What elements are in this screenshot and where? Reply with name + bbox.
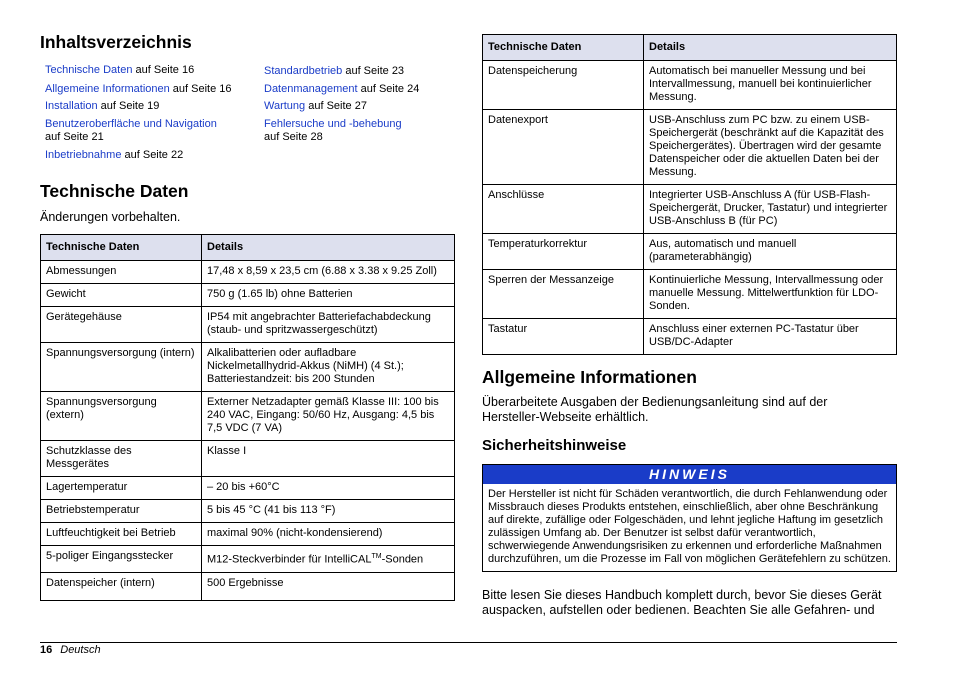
toc-entry <box>264 83 419 96</box>
column-header: Details <box>202 235 455 261</box>
spec-label: Gerätegehäuse <box>41 307 202 343</box>
column-header: Technische Daten <box>483 35 644 61</box>
table-row <box>483 270 897 319</box>
toc-entry <box>264 65 404 78</box>
spec-label: Luftfeuchtigkeit bei Betrieb <box>41 523 202 546</box>
notice-text: Der Hersteller ist nicht für Schäden verantwortlich, die durch Fehlanwendung oder Missbrauch dieses Produkts entstehen, einschließlich, aber ohne Beschränkung auf direkte, zufällige oder Folgeschäden, und lehnt jegliche Haftung im gesetzlich zulässigen Umfang ab. Der Benutzer ist selbst dafür verantwortlich, schwerwiegende Anwendungsrisiken zu erkennen und erforderliche Maßnahmen durchzuführen, um die Prozesse im Fall von möglichen Gerätefehlern zu schützen. <box>488 488 891 565</box>
spec-value <box>202 546 455 573</box>
toc-link[interactable]: Standardbetrieb <box>264 65 343 77</box>
table-header-row <box>483 35 897 61</box>
spec-value: IP54 mit angebrachter Batteriefachabdeckung (staub- und spritzwassergeschützt) <box>202 307 455 343</box>
spec-label: Anschlüsse <box>483 185 644 234</box>
toc-entry <box>45 149 183 162</box>
toc-link[interactable]: Allgemeine Informationen <box>45 83 170 95</box>
toc-entry <box>45 83 232 96</box>
spec-label: Datenspeicherung <box>483 61 644 110</box>
table-row <box>41 572 455 600</box>
spec-value: Kontinuierliche Messung, Intervallmessung oder manuelle Messung. Mittelwertfunktion für LDO-Sonden. <box>644 270 897 319</box>
toc-link[interactable]: Inbetriebnahme <box>45 149 122 161</box>
spec-label: Abmessungen <box>41 261 202 284</box>
toc-page-ref: auf Seite 28 <box>264 131 323 143</box>
connector-text: M12-Steckverbinder für IntelliCAL <box>207 553 372 566</box>
spec-value: USB-Anschluss zum PC bzw. zu einem USB-Speichergerät (beschränkt auf die Kapazität des Speichergerätes). Übertragen wird der gesamte Datenspeicher oder die aktuellen Daten bei der Messung. <box>644 110 897 185</box>
connector-suffix: -Sonden <box>381 553 424 566</box>
page-footer <box>40 643 101 657</box>
toc-entry <box>264 100 367 113</box>
table-row <box>483 61 897 110</box>
toc-link[interactable]: Benutzeroberfläche und Navigation <box>45 118 217 130</box>
footer-divider <box>40 642 897 643</box>
table-row <box>483 319 897 355</box>
table-row <box>41 523 455 546</box>
notice-box <box>482 464 897 572</box>
spec-label: Spannungsversorgung (intern) <box>41 343 202 392</box>
spec-label: Betriebstemperatur <box>41 500 202 523</box>
spec-label: Temperaturkorrektur <box>483 234 644 270</box>
spec-label: Datenspeicher (intern) <box>41 572 202 600</box>
toc-page-ref: auf Seite 16 <box>169 83 232 95</box>
table-row <box>483 185 897 234</box>
column-header: Technische Daten <box>41 235 202 261</box>
toc-page-ref: auf Seite 16 <box>132 64 195 76</box>
tech-note: Änderungen vorbehalten. <box>40 210 181 224</box>
spec-value: 17,48 x 8,59 x 23,5 cm (6.88 x 3.38 x 9.25 Zoll) <box>202 261 455 284</box>
spec-label: Schutzklasse des Messgerätes <box>41 441 202 477</box>
safety-heading: Sicherheitshinweise <box>482 437 627 454</box>
toc-entry <box>264 118 454 144</box>
trademark-mark: TM <box>371 553 382 560</box>
table-row <box>41 284 455 307</box>
safety-text: Bitte lesen Sie dieses Handbuch komplett durch, bevor Sie dieses Gerät auspacken, aufstellen oder bedienen. Beachten Sie alle Gefahren- und <box>482 588 882 617</box>
toc-heading: Inhaltsverzeichnis <box>40 32 192 52</box>
table-row <box>483 110 897 185</box>
spec-label: Tastatur <box>483 319 644 355</box>
notice-label: HINWEIS <box>483 465 896 484</box>
table-row <box>41 261 455 284</box>
toc-page-ref: auf Seite 24 <box>357 83 420 95</box>
spec-label: Lagertemperatur <box>41 477 202 500</box>
table-row <box>41 546 455 573</box>
spec-table-continued <box>482 34 897 355</box>
general-heading: Allgemeine Informationen <box>482 367 697 387</box>
table-row <box>41 500 455 523</box>
toc-link[interactable]: Technische Daten <box>45 64 133 76</box>
toc-link[interactable]: Wartung <box>264 100 306 112</box>
spec-value: Externer Netzadapter gemäß Klasse III: 100 bis 240 VAC, Eingang: 50/60 Hz, Ausgang: 4,5 bis 7,5 VDC (7 VA) <box>202 392 455 441</box>
spec-value: Anschluss einer externen PC-Tastatur über USB/DC-Adapter <box>644 319 897 355</box>
column-header: Details <box>644 35 897 61</box>
toc-entry <box>45 118 245 144</box>
table-row <box>41 477 455 500</box>
spec-label: Gewicht <box>41 284 202 307</box>
spec-label: Sperren der Messanzeige <box>483 270 644 319</box>
table-row <box>41 392 455 441</box>
page-number: 16 <box>40 644 53 656</box>
toc-link[interactable]: Fehlersuche und -behebung <box>264 118 402 130</box>
footer-language: Deutsch <box>60 644 101 656</box>
spec-value: Automatisch bei manueller Messung und bei Intervallmessung, manuell bei kontinuierlicher Messung. <box>644 61 897 110</box>
tech-heading: Technische Daten <box>40 181 189 201</box>
toc-page-ref: auf Seite 19 <box>97 100 160 112</box>
toc-page-ref: auf Seite 22 <box>121 149 184 161</box>
spec-value: Aus, automatisch und manuell (parameterabhängig) <box>644 234 897 270</box>
spec-value: – 20 bis +60°C <box>202 477 455 500</box>
toc-link[interactable]: Datenmanagement <box>264 83 358 95</box>
spec-label: Datenexport <box>483 110 644 185</box>
general-text: Überarbeitete Ausgaben der Bedienungsanleitung sind auf der Hersteller-Webseite erhältlich. <box>482 395 828 424</box>
toc-entry <box>45 64 194 77</box>
table-row <box>41 307 455 343</box>
spec-value: maximal 90% (nicht-kondensierend) <box>202 523 455 546</box>
spec-value: 5 bis 45 °C (41 bis 113 °F) <box>202 500 455 523</box>
toc-entry <box>45 100 159 113</box>
spec-value: Alkalibatterien oder aufladbare Nickelmetallhydrid-Akkus (NiMH) (4 St.); Batteriestandzeit: bis 200 Stunden <box>202 343 455 392</box>
table-row <box>483 234 897 270</box>
spec-label: 5-poliger Eingangsstecker <box>41 546 202 573</box>
table-header-row <box>41 235 455 261</box>
table-row <box>41 343 455 392</box>
spec-value: Klasse I <box>202 441 455 477</box>
spec-value: 500 Ergebnisse <box>202 572 455 600</box>
spec-label: Spannungsversorgung (extern) <box>41 392 202 441</box>
toc-page-ref: auf Seite 27 <box>305 100 367 112</box>
toc-link[interactable]: Installation <box>45 100 98 112</box>
spec-value: Integrierter USB-Anschluss A (für USB-Flash-Speichergerät, Drucker, Tastatur) und integrierter USB-Anschluss B (für PC) <box>644 185 897 234</box>
table-row <box>41 441 455 477</box>
spec-value: 750 g (1.65 lb) ohne Batterien <box>202 284 455 307</box>
toc-page-ref: auf Seite 21 <box>45 131 104 143</box>
spec-table <box>40 234 455 601</box>
toc-page-ref: auf Seite 23 <box>342 65 405 77</box>
